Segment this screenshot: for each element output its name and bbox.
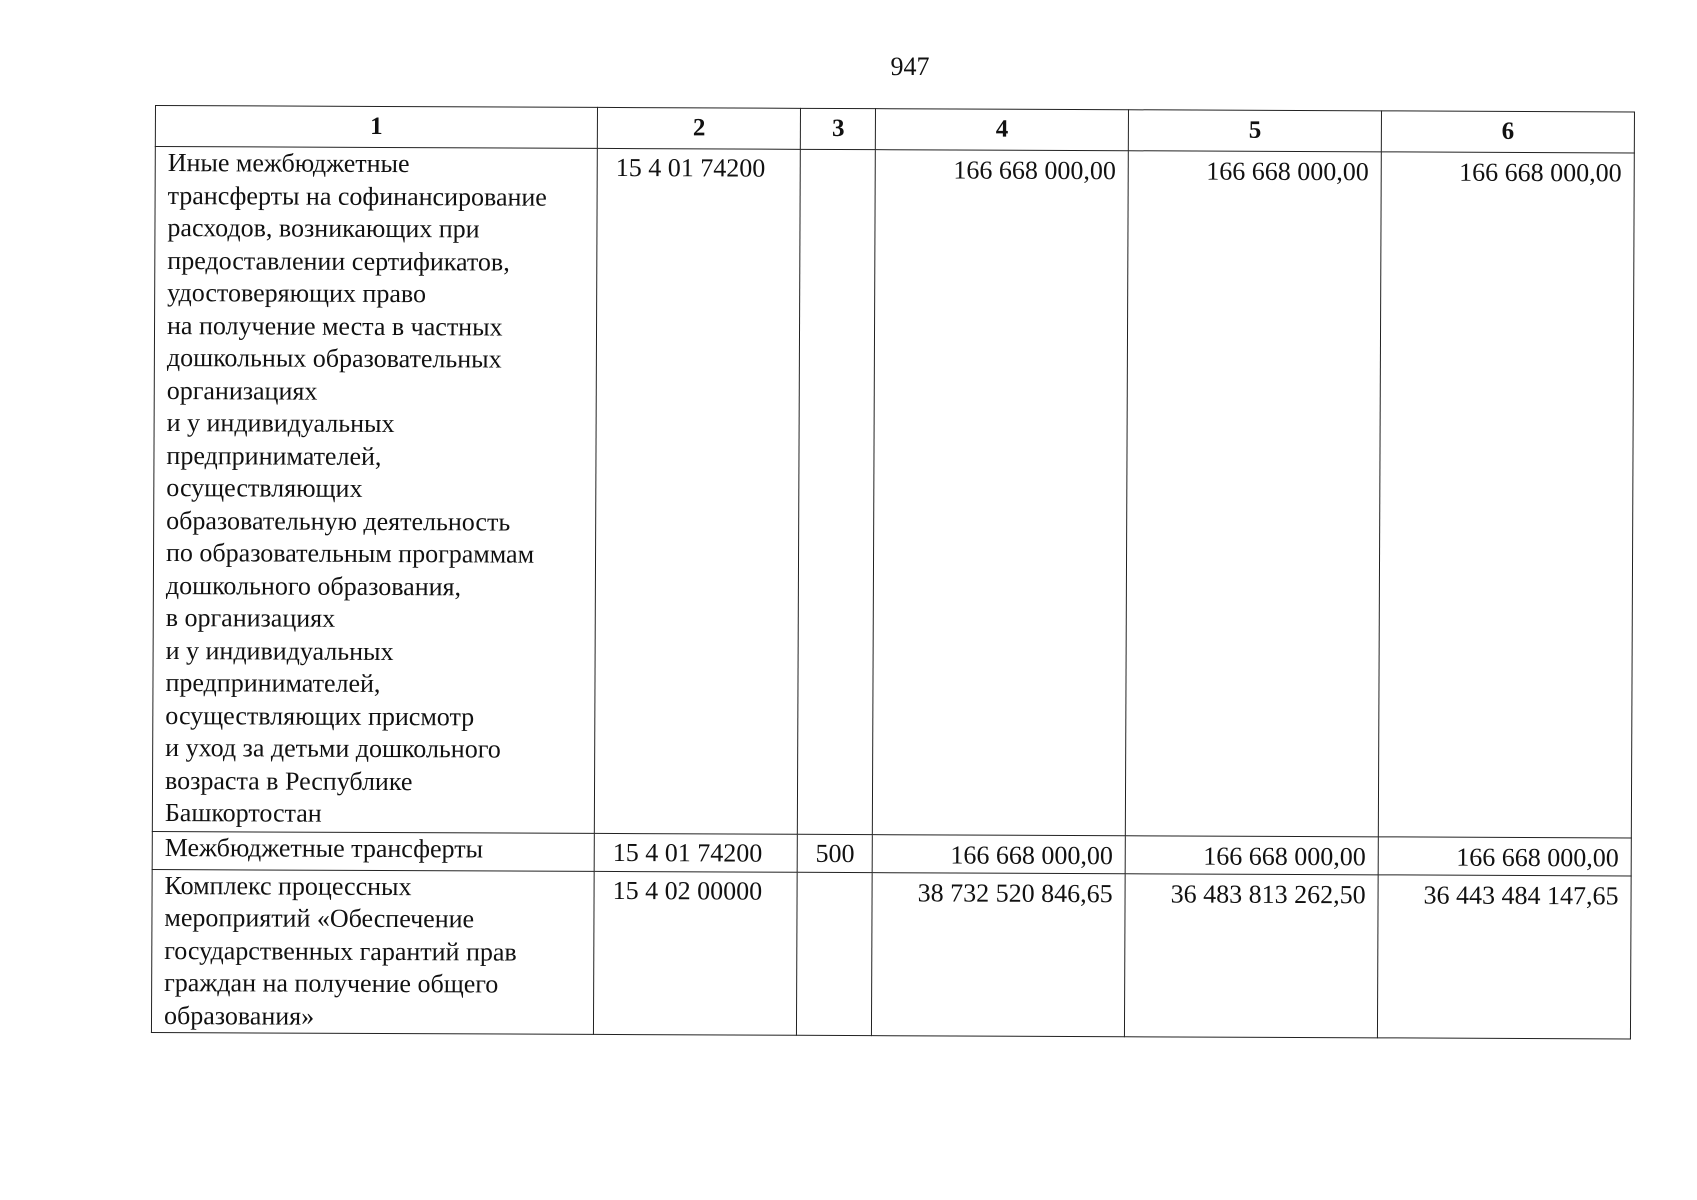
row-name: Комплекс процессных мероприятий «Обеспечение государственных гарантий прав граждан на получение общего образования»: [151, 869, 594, 1034]
header-col-4: 4: [876, 109, 1129, 151]
row-value-6: 166 668 000,00: [1378, 152, 1634, 838]
row-value-5: 36 483 813 262,50: [1125, 873, 1379, 1038]
header-row: [155, 106, 1634, 153]
row-name: Иные межбюджетные трансферты на софинансирование расходов, возникающих при предоставлении сертификатов, удостоверяющих право на получение места в частных дошкольных образовательных организациях и у индивидуальных предпринимателей, осуществляющих образовательную деятельность по образовательным программам дошкольного образования, в организациях и у индивидуальных предпринимателей, осуществляющих присмотр и уход за детьми дошкольного возраста в Республике Башкортостан: [152, 147, 597, 834]
row-type: [797, 872, 872, 1036]
row-code: 15 4 01 74200: [594, 833, 798, 871]
row-value-4: 166 668 000,00: [872, 835, 1125, 874]
row-value-5: 166 668 000,00: [1125, 151, 1381, 837]
header-col-2: 2: [597, 107, 801, 149]
row-type: [798, 149, 876, 834]
row-value-4: 166 668 000,00: [873, 150, 1129, 836]
row-value-4: 38 732 520 846,65: [872, 872, 1126, 1037]
row-code: 15 4 02 00000: [593, 871, 797, 1035]
row-value-6: 36 443 484 147,65: [1377, 874, 1631, 1039]
row-name: Межбюджетные трансферты: [152, 831, 594, 870]
table-row: [152, 831, 1631, 875]
row-value-5: 166 668 000,00: [1125, 836, 1378, 875]
table-row: [152, 147, 1634, 838]
page-number: 947: [890, 52, 930, 81]
budget-table: [151, 105, 1635, 1039]
table-row: [151, 869, 1631, 1039]
header-col-6: 6: [1381, 111, 1634, 153]
budget-table-container: [151, 105, 1635, 1039]
header-col-3: 3: [801, 108, 876, 149]
header-col-5: 5: [1128, 110, 1381, 152]
row-value-6: 166 668 000,00: [1378, 837, 1631, 876]
row-code: 15 4 01 74200: [594, 148, 800, 834]
header-col-1: 1: [155, 106, 597, 149]
row-type: 500: [798, 834, 873, 872]
